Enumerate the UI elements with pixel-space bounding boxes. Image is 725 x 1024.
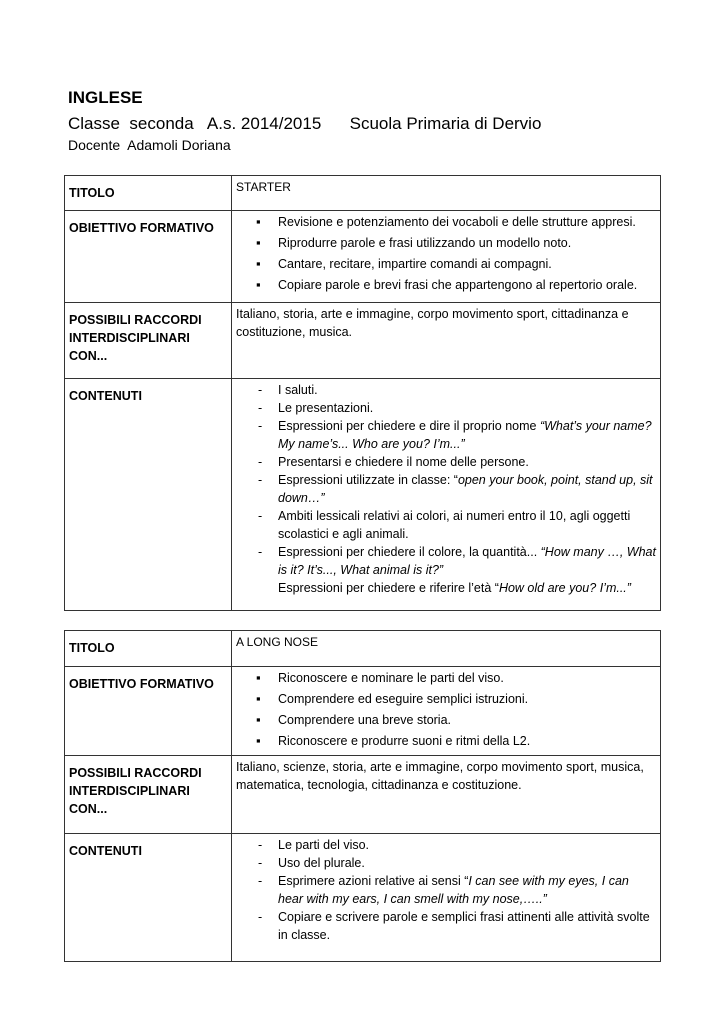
list-item: - Copiare e scrivere parole e semplici frasi attinenti alle attività svolte in classe.: [236, 908, 656, 944]
obiettivo-label: OBIETTIVO FORMATIVO: [65, 211, 232, 303]
contenuti-label: CONTENUTI: [65, 834, 232, 962]
list-item: - Uso del plurale.: [236, 854, 656, 872]
raccordi-label: [65, 303, 232, 379]
list-item: - I saluti.: [236, 381, 656, 399]
raccordi-value: Italiano, scienze, storia, arte e immagine, corpo movimento sport, musica, matematica, tecnologia, cittadinanza e costituzione.: [232, 756, 661, 834]
list-item: ▪ Riprodurre parole e frasi utilizzando un modello noto.: [236, 234, 656, 252]
obiettivo-value: [232, 667, 661, 756]
raccordi-label-line: INTERDISCIPLINARI: [69, 784, 190, 798]
item-text: Espressioni per chiedere e riferire l’età “: [278, 581, 499, 595]
list-item: ▪ Riconoscere e produrre suoni e ritmi della L2.: [236, 732, 656, 750]
contenuti-list: [236, 836, 656, 944]
titolo-label: TITOLO: [65, 631, 232, 667]
titolo-row: [65, 176, 661, 211]
item-text: Esprimere azioni relative ai sensi “: [278, 874, 469, 888]
raccordi-row: [65, 303, 661, 379]
list-item: [236, 417, 656, 453]
list-item: ▪ Cantare, recitare, impartire comandi ai compagni.: [236, 255, 656, 273]
obiettivo-row: [65, 667, 661, 756]
item-text: Espressioni per chiedere il colore, la quantità...: [278, 545, 541, 559]
list-item: [236, 579, 656, 597]
unit-table-a-long-nose: [64, 630, 661, 962]
list-item: ▪ Comprendere una breve storia.: [236, 711, 656, 729]
contenuti-row: [65, 379, 661, 611]
obiettivi-list: [236, 669, 656, 750]
list-item: ▪ Comprendere ed eseguire semplici istruzioni.: [236, 690, 656, 708]
raccordi-label-line: POSSIBILI RACCORDI: [69, 313, 202, 327]
list-item: ▪ Revisione e potenziamento dei vocaboli e delle strutture appresi.: [236, 213, 656, 231]
item-text: Espressioni per chiedere e dire il proprio nome: [278, 419, 540, 433]
titolo-label: TITOLO: [65, 176, 232, 211]
list-item: [236, 872, 656, 908]
raccordi-label-line: CON...: [69, 349, 108, 363]
list-item: ▪ Riconoscere e nominare le parti del viso.: [236, 669, 656, 687]
raccordi-label: [65, 756, 232, 834]
obiettivo-value: [232, 211, 661, 303]
contenuti-row: [65, 834, 661, 962]
obiettivo-row: [65, 211, 661, 303]
contenuti-list: [236, 381, 656, 597]
obiettivi-list: [236, 213, 656, 294]
list-item: [236, 471, 656, 507]
titolo-value: A LONG NOSE: [232, 631, 661, 667]
item-example: “What’s your name? My name’s... Who are you? I’m...”: [278, 419, 652, 451]
list-item: - Le presentazioni.: [236, 399, 656, 417]
unit-table-starter: [64, 175, 661, 611]
list-item: - Ambiti lessicali relativi ai colori, ai numeri entro il 10, agli oggetti scolastici e agli animali.: [236, 507, 656, 543]
item-example: open your book, point, stand up, sit down…”: [278, 473, 653, 505]
item-example: “How many …, What is it? It’s..., What animal is it?”: [278, 545, 656, 577]
contenuti-value: [232, 379, 661, 611]
raccordi-label-line: CON...: [69, 802, 108, 816]
list-item: - Le parti del viso.: [236, 836, 656, 854]
item-example: How old are you? I’m...”: [498, 581, 631, 595]
document-header: [68, 88, 541, 154]
raccordi-label-line: POSSIBILI RACCORDI: [69, 766, 202, 780]
raccordi-label-line: INTERDISCIPLINARI: [69, 331, 190, 345]
subject-title: INGLESE: [68, 88, 143, 107]
obiettivo-label: OBIETTIVO FORMATIVO: [65, 667, 232, 756]
raccordi-row: [65, 756, 661, 834]
teacher-name: Docente Adamoli Doriana: [68, 137, 231, 153]
list-item: ▪ Copiare parole e brevi frasi che appartengono al repertorio orale.: [236, 276, 656, 294]
raccordi-value: Italiano, storia, arte e immagine, corpo movimento sport, cittadinanza e costituzione, musica.: [232, 303, 661, 379]
list-item: - Presentarsi e chiedere il nome delle persone.: [236, 453, 656, 471]
list-item: [236, 543, 656, 579]
titolo-value: STARTER: [232, 176, 661, 211]
item-example: I can see with my eyes, I can hear with my ears, I can smell with my nose,…..”: [278, 874, 629, 906]
titolo-row: [65, 631, 661, 667]
class-info: Classe seconda A.s. 2014/2015 Scuola Primaria di Dervio: [68, 114, 542, 133]
contenuti-label: CONTENUTI: [65, 379, 232, 611]
item-text: Espressioni utilizzate in classe: “: [278, 473, 458, 487]
contenuti-value: [232, 834, 661, 962]
